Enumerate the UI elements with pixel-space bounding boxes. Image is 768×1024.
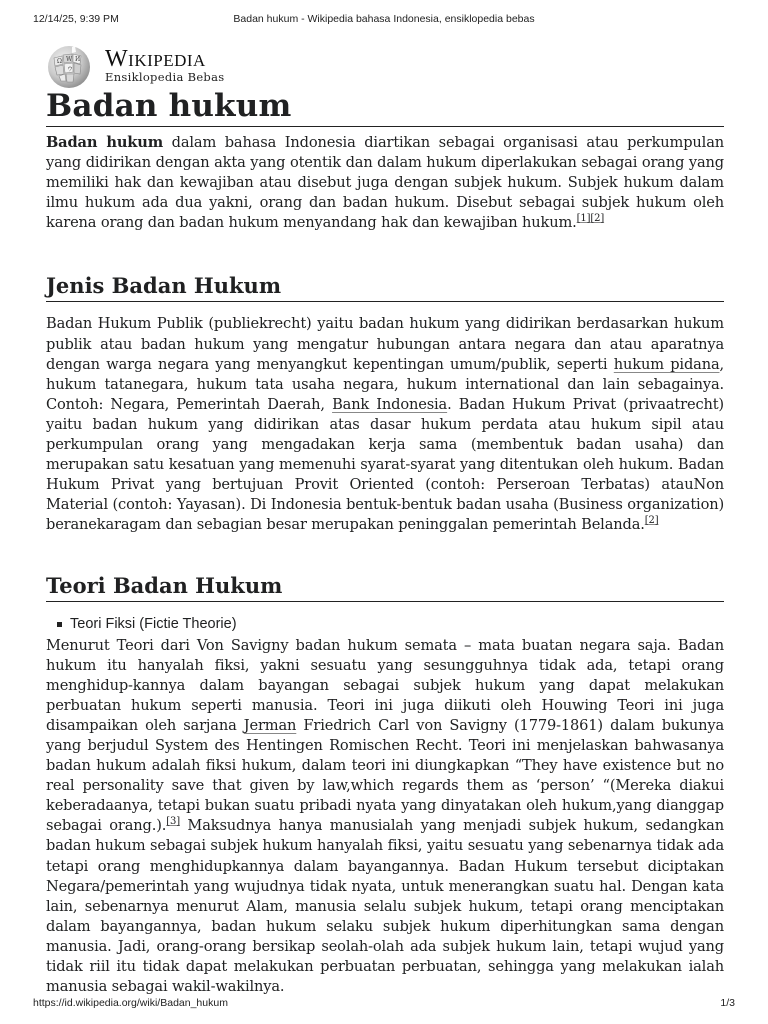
link-bank-indonesia[interactable]: Bank Indonesia xyxy=(332,395,448,413)
print-url: https://id.wikipedia.org/wiki/Badan_hukum xyxy=(33,997,228,1009)
svg-text:W: W xyxy=(66,56,73,63)
intro-paragraph xyxy=(46,133,724,233)
ref-link-2[interactable]: [2] xyxy=(590,213,605,225)
intro-bold-term: Badan hukum xyxy=(46,134,164,151)
link-hukum-pidana[interactable]: hukum pidana xyxy=(613,355,720,373)
print-footer xyxy=(33,997,735,1009)
wikipedia-tagline: Ensiklopedia Bebas xyxy=(105,70,225,84)
wikipedia-globe-icon xyxy=(45,44,93,90)
ref-link-1[interactable]: [1] xyxy=(576,213,591,225)
print-page-number: 1/3 xyxy=(720,997,735,1009)
teori-list xyxy=(46,614,724,634)
ref-link-2b[interactable]: [2] xyxy=(644,515,659,527)
jenis-paragraph: Badan Hukum Publik (publiekrecht) yaitu badan hukum yang didirikan berdasarkan hukum publik atau badan hukum yang mengatur hubungan antara negara dan atau aparatnya dengan warga negara yang menyangkut kepentingan umum/publik, seperti hukum pidana, hukum tatanegara, hukum tata usaha negara, hukum international dan lain sebagainya. Contoh: Negara, Pemerintah Daerah, Bank Indonesia. Badan Hukum Privat (privaatrecht) yaitu badan hukum yang didirikan atas dasar hukum perdata atau hukum sipil atau perkumpulan orang yang mengadakan kerja sama (membentuk badan usaha) dan merupakan satu kesatuan yang memenuhi syarat-syarat yang ditentukan oleh hukum. Badan Hukum Privat yang bertujuan Provit Oriented (contoh: Perseroan Terbatas) atauNon Material (contoh: Yayasan). Di Indonesia bentuk-bentuk badan usaha (Business organization) beranekaragam dan sebagian besar merupakan peninggalan pemerintah Belanda.[2] xyxy=(46,315,724,534)
print-page-title: Badan hukum - Wikipedia bahasa Indonesia, ensiklopedia bebas xyxy=(233,13,535,25)
list-item: Teori Fiksi (Fictie Theorie) xyxy=(70,614,724,634)
section-heading-jenis: Jenis Badan Hukum xyxy=(46,271,724,302)
wikipedia-wordmark: Wikipedia xyxy=(105,46,206,72)
teori-paragraph: Menurut Teori dari Von Savigny badan hukum semata – mata buatan negara saja. Badan hukum itu hanyalah fiksi, yakni sesuatu yang sesungguhnya tidak ada, tetapi orang menghidup-kannya dalam bayangan sebagai subjek hukum yang dapat melakukan perbuatan hukum seperti manusia. Teori ini juga diikuti oleh Houwing Teori ini juga disampaikan oleh sarjana Jerman Friedrich Carl von Savigny (1779-1861) dalam bukunya yang berjudul System des Hentingen Romischen Recht. Teori ini menjelaskan bahwasanya badan hukum adalah fiksi hukum, dalam teori ini diungkapkan “They have existence but no real personality save that given by law,which regards them as ‘person’ “(Mereka diakui keberadaanya, tetapi bukan suatu pribadi nyata yang dinyatakan oleh hukum,yang dianggap sebagai orang.).[3] Maksudnya hanya manusialah yang menjadi subjek hukum, sedangkan badan hukum sebagai subjek hukum hanyalah fiksi, yaitu sesuatu yang sebenarnya tidak ada tetapi orang menghidupkannya dalam bayangannya. Badan Hukum tersebut diciptakan Negara/pemerintah yang wujudnya tidak nyata, untuk menerangkan suatu hal. Dengan kata lain, sebenarnya menurut Alam, manusia selalu subjek hukum, tetapi orang menciptakan dalam bayangannya, badan hukum selaku subjek hukum diperhitungkan sama dengan manusia. Jadi, orang-orang bersikap seolah-olah ada subjek hukum lain, tetapi wujud yang tidak riil itu tidak dapat melakukan perbuatan perbuatan, sehingga yang melakukan ialah manusia sebagai wakil-wakilnya. xyxy=(46,636,725,996)
link-jerman[interactable]: Jerman xyxy=(243,716,297,734)
section-heading-teori: Teori Badan Hukum xyxy=(46,571,724,602)
intro-text: dalam bahasa Indonesia diartikan sebagai organisasi atau perkumpulan yang didirikan dengan akta yang otentik dan dalam hukum diperlakukan sebagai orang yang memiliki hak dan kewajiban atau disebut juga dengan subjek hukum. Subjek hukum dalam ilmu hukum ada dua yakni, orang dan badan hukum. Disebut sebagai subjek hukum oleh karena orang dan badan hukum menyandang hak dan kewajiban hukum. xyxy=(46,134,724,232)
article-content xyxy=(46,86,724,997)
svg-text:И: И xyxy=(75,56,81,63)
svg-text:ウ: ウ xyxy=(67,66,74,73)
print-timestamp: 12/14/25, 9:39 PM xyxy=(33,13,119,25)
svg-text:Ω: Ω xyxy=(57,58,62,65)
page-title: Badan hukum xyxy=(46,86,724,127)
ref-link-3[interactable]: [3] xyxy=(166,816,180,828)
bullet-square-icon xyxy=(57,622,62,627)
